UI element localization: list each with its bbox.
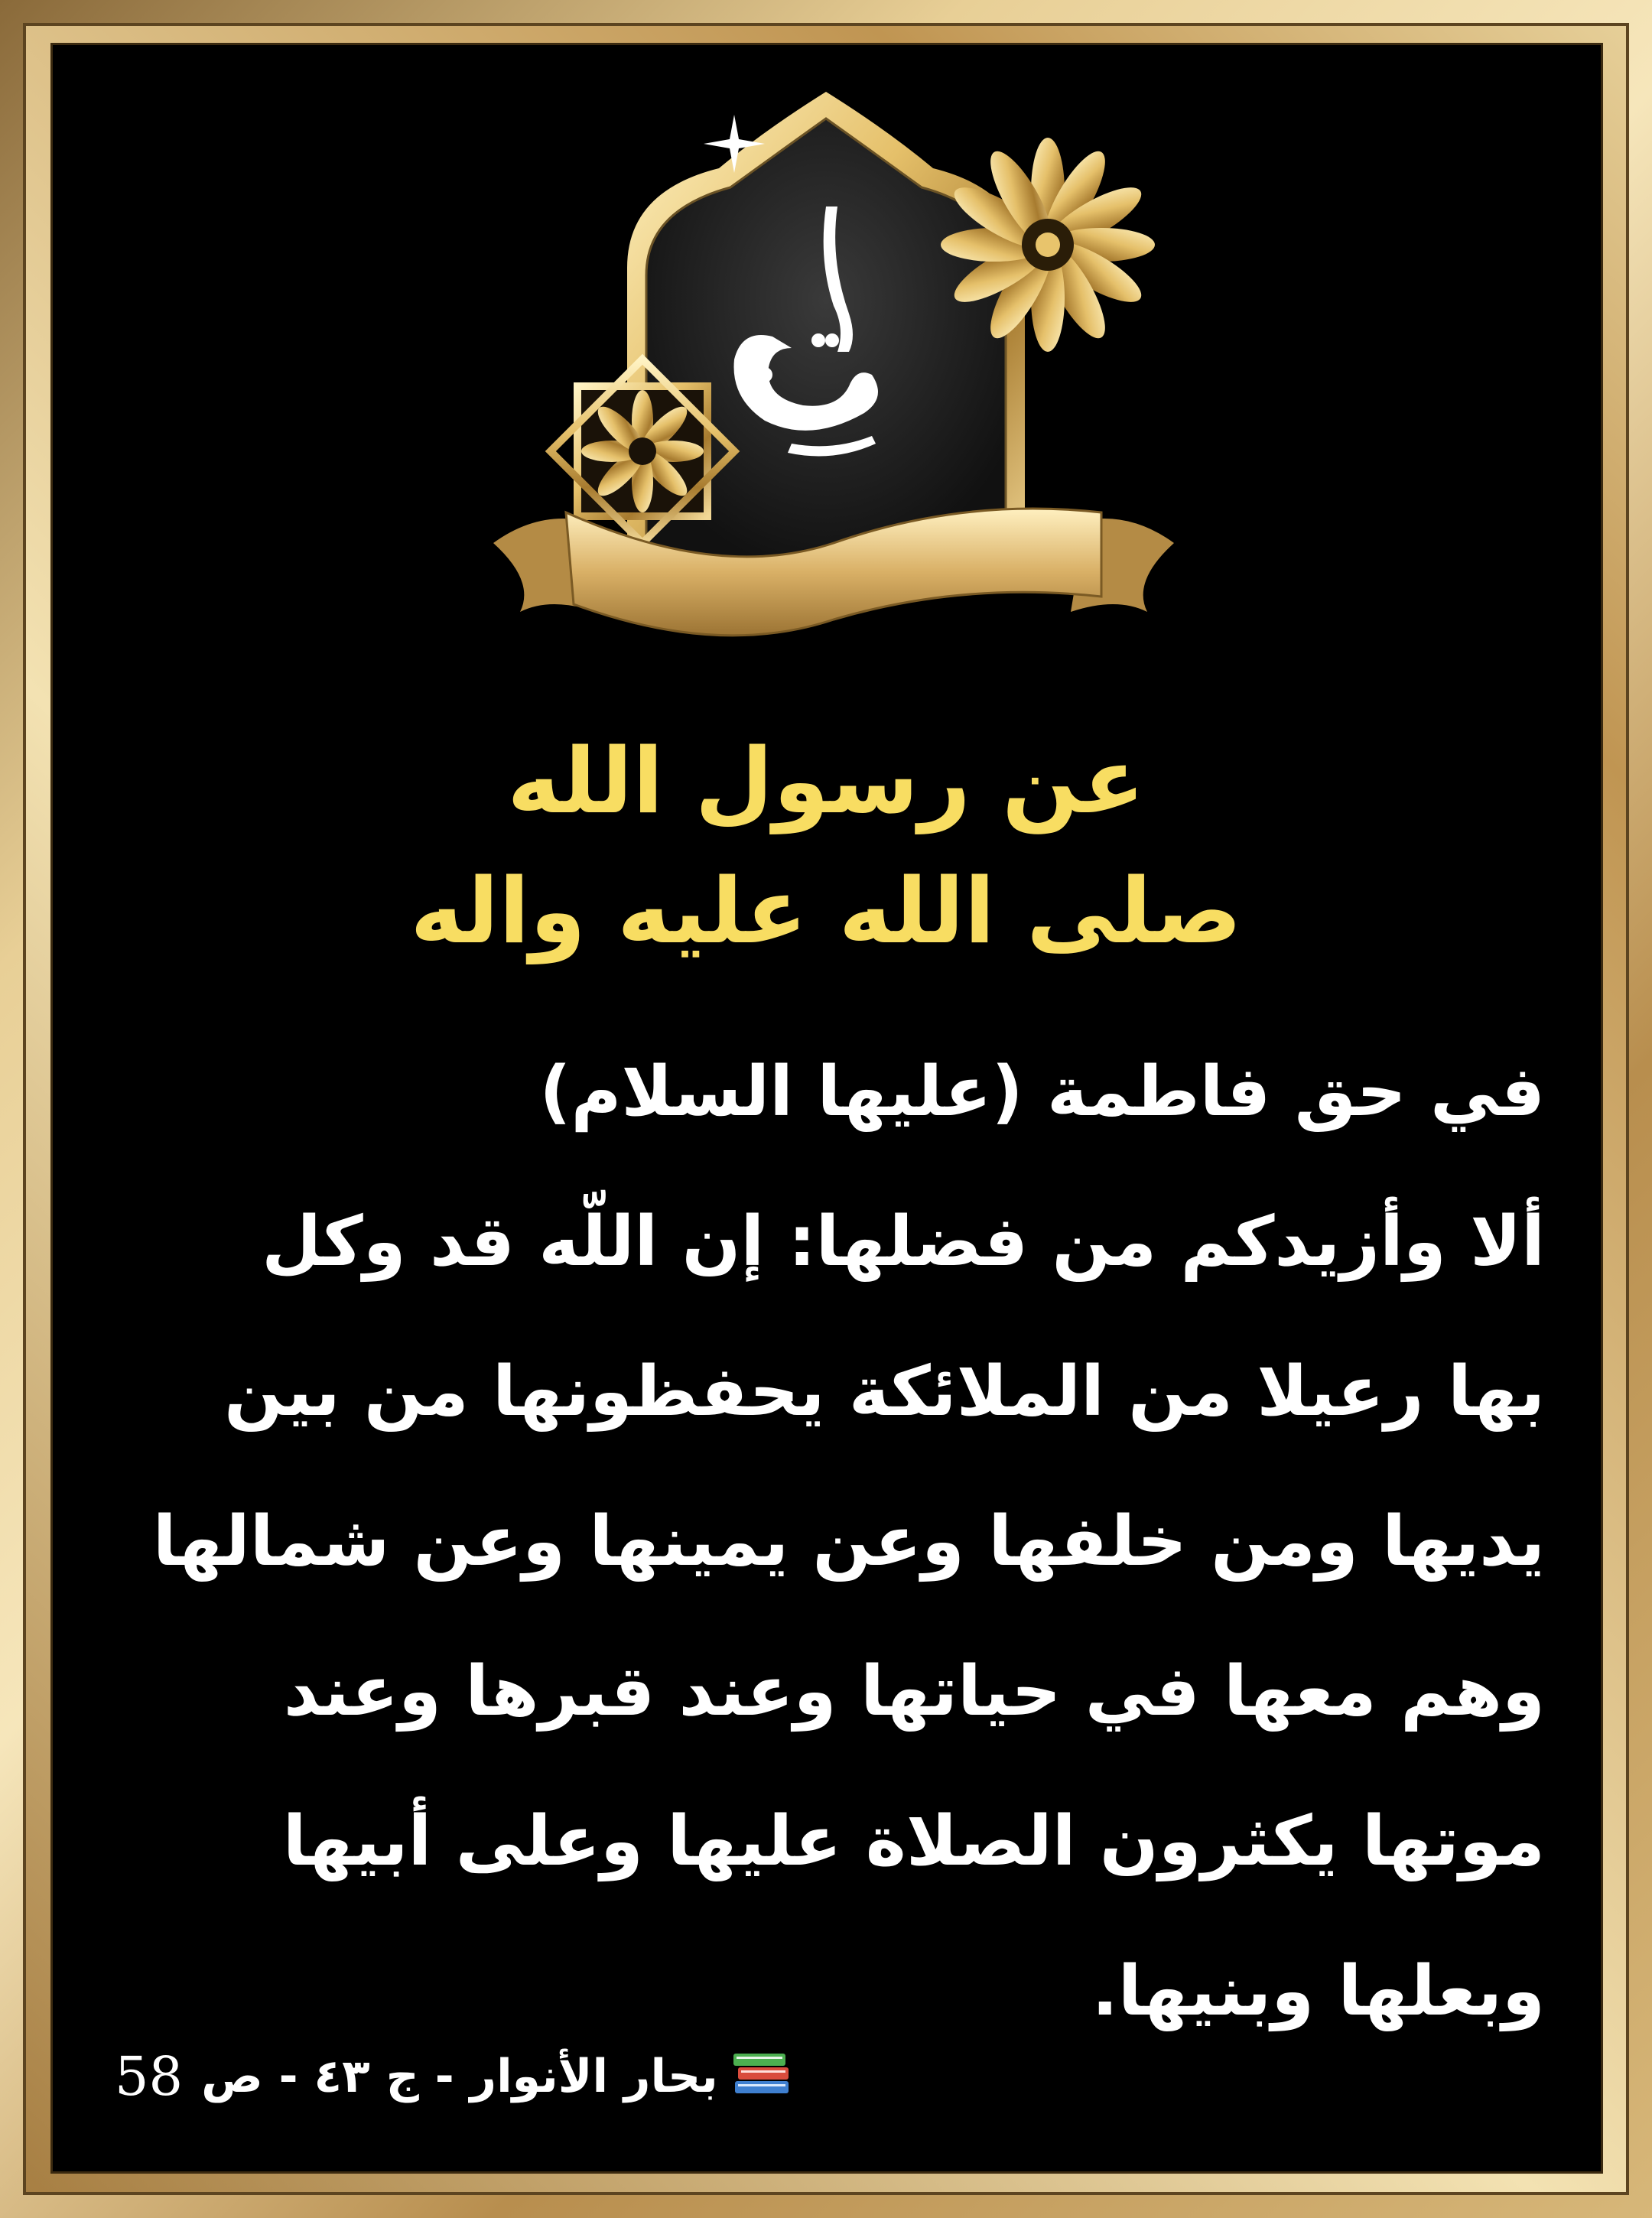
source-citation [115,2034,807,2119]
hadith-line: وهم معها في حياتها وعند قبرها وعند [283,1651,1545,1732]
hadith-text [92,1017,1545,2067]
books-icon [732,2044,793,2109]
source-page-number: 58 [115,2045,184,2108]
hadith-line: بها رعيلا من الملائكة يحفظونها من بين [224,1351,1545,1432]
hadith-line: ألا وأزيدكم من فضلها: إن اللّه قد وكل [262,1202,1545,1282]
fatima-emblem [489,84,1178,665]
heading-line-1: عن رسول الله [507,728,1145,834]
hadith-line: وبعلها وبنيها. [1091,1951,1545,2031]
source-reference: بحار الأنوار - ج ٤٣ - ص [201,2050,718,2103]
hadith-line: يديها ومن خلفها وعن يمينها وعن شمالها [152,1501,1545,1582]
hadith-line: في حق فاطمة (عليها السلام) [539,1052,1545,1132]
heading-line-2: صلى الله عليه واله [410,858,1242,964]
star-ornament-icon [551,359,734,543]
hadith-line: موتها يكثرون الصلاة عليها وعلى أبيها [282,1801,1545,1881]
